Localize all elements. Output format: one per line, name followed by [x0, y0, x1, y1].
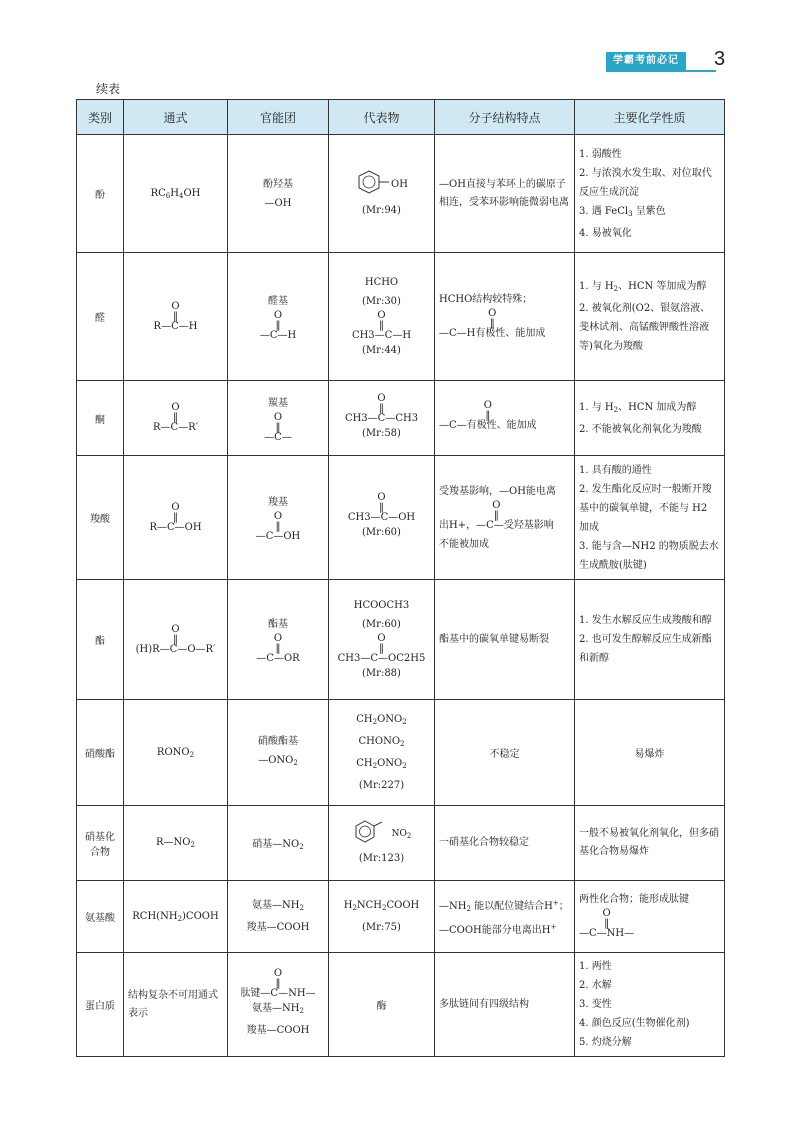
cell-structure: HCHO结构较特殊； O ‖ —C—H有极性、能加成 [435, 253, 575, 381]
cell-properties: 1. 具有酸的通性 2. 发生酯化反应时一般断开羧基中的碳氧单键，不能与 H2 加成 3. 能与含—NH2 的物质脱去水生成酰胺(肽键) [575, 456, 725, 580]
cell-formula: $RCH(NH_2)COOH$ [124, 881, 228, 953]
cell-properties: 易爆炸 [575, 700, 725, 806]
cell-properties: 一般不易被氧化剂氧化，但多硝基化合物易爆炸 [575, 806, 725, 881]
table-row-phenol [77, 135, 725, 253]
cell-category: 蛋白质 [77, 953, 124, 1057]
cell-functional-group: 酚羟基 —OH [228, 135, 329, 253]
cell-functional-group: 硝基$—NO_2$ [228, 806, 329, 881]
cell-formula: $RC_6H_4OH$ [124, 135, 228, 253]
cell-representative: HCHO (Mr:30) O ‖ CH3—C—H (Mr:44) [329, 253, 435, 381]
cell-formula: O ‖ R—C—R′ [124, 381, 228, 456]
cell-structure: 酯基中的碳氧单键易断裂 [435, 580, 575, 700]
cell-category: 羧酸 [77, 456, 124, 580]
header-properties: 主要化学性质 [575, 100, 725, 135]
cell-formula: O ‖ (H)R—C—O—R′ [124, 580, 228, 700]
cell-functional-group: O ‖ 肽键—C—NH— 氨基$—NH_2$ 羧基—COOH [228, 953, 329, 1057]
cell-properties: 1. 与 $H_2$、HCN 等加成为醇 2. 被氧化剂(O2、银氨溶液、斐林试剂、高锰酸钾酸性溶液等)氧化为羧酸 [575, 253, 725, 381]
benzene-ring-icon [355, 168, 391, 201]
cell-properties: 1. 两性 2. 水解 3. 变性 4. 颜色反应(生物催化剂) 5. 灼烧分解 [575, 953, 725, 1057]
cell-category: 酮 [77, 381, 124, 456]
cell-functional-group: 氨基$—NH_2$ 羧基—COOH [228, 881, 329, 953]
cell-properties: 两性化合物；能形成肽键 O ‖ —C—NH— [575, 881, 725, 953]
cell-structure: —OH直接与苯环上的碳原子相连，受苯环影响能微弱电离 [435, 135, 575, 253]
cell-functional-group: 羰基 O ‖ —C— [228, 381, 329, 456]
cell-structure: 一硝基化合物较稳定 [435, 806, 575, 881]
cell-formula: O ‖ R—C—H [124, 253, 228, 381]
cell-category: 醛 [77, 253, 124, 381]
continued-label: 续表 [96, 82, 121, 96]
header-structure: 分子结构特点 [435, 100, 575, 135]
header-representative: 代表物 [329, 100, 435, 135]
cell-representative: OH (Mr:94) [329, 135, 435, 253]
table-row-carboxylic-acid [77, 456, 725, 580]
cell-structure: O ‖ —C—有极性、能加成 [435, 381, 575, 456]
cell-representative: HCOOCH3 (Mr:60) O ‖ CH3—C—OC2H5 (Mr:88) [329, 580, 435, 700]
table-header-row [77, 100, 725, 135]
cell-functional-group: 硝酸酯基 $—ONO_2$ [228, 700, 329, 806]
cell-structure: 不稳定 [435, 700, 575, 806]
header-underline [606, 70, 716, 72]
cell-structure: 受羧基影响，—OH能电离 O ‖ 出H+，—C—受羟基影响 不能被加成 [435, 456, 575, 580]
cell-representative: $CH_2ONO_2$ $CHONO_2$ $CH_2ONO_2$ (Mr:227) [329, 700, 435, 806]
cell-category: 硝酸酯 [77, 700, 124, 806]
table-row-protein [77, 953, 725, 1057]
cell-representative: $NO_2$ (Mr:123) [329, 806, 435, 881]
header-badge: 学霸考前必记 [606, 52, 686, 70]
cell-category: 酚 [77, 135, 124, 253]
cell-representative: O ‖ CH3—C—CH3 (Mr:58) [329, 381, 435, 456]
header-category: 类别 [77, 100, 124, 135]
organic-compounds-table [76, 99, 725, 1057]
table-row-ester [77, 580, 725, 700]
cell-structure: 多肽链间有四级结构 [435, 953, 575, 1057]
cell-properties: 1. 发生水解反应生成羧酸和醇 2. 也可发生醇解反应生成新酯和新醇 [575, 580, 725, 700]
nitrobenzene-ring-icon [352, 818, 392, 849]
cell-formula: 结构复杂不可用通式表示 [124, 953, 228, 1057]
cell-category: 酯 [77, 580, 124, 700]
cell-structure: $—NH_2$ 能以配位键结合H+；—COOH能部分电离出H+ [435, 881, 575, 953]
cell-representative: O ‖ CH3—C—OH (Mr:60) [329, 456, 435, 580]
header-formula: 通式 [124, 100, 228, 135]
cell-category: 硝基化合物 [77, 806, 124, 881]
table-row-nitrate-ester [77, 700, 725, 806]
header-functional-group: 官能团 [228, 100, 329, 135]
table-row-ketone [77, 381, 725, 456]
cell-formula: $R—NO_2$ [124, 806, 228, 881]
table-row-amino-acid [77, 881, 725, 953]
cell-formula: O ‖ R—C—OH [124, 456, 228, 580]
cell-functional-group: 羧基 O ‖ —C—OH [228, 456, 329, 580]
table-row-nitro-compound [77, 806, 725, 881]
cell-representative: 酶 [329, 953, 435, 1057]
cell-category: 氨基酸 [77, 881, 124, 953]
cell-functional-group: 醛基 O ‖ —C—H [228, 253, 329, 381]
table-row-aldehyde [77, 253, 725, 381]
page-number: 3 [714, 48, 726, 70]
cell-functional-group: 酯基 O ‖ —C—OR [228, 580, 329, 700]
cell-formula: $RONO_2$ [124, 700, 228, 806]
cell-properties: 1. 与 $H_2$、HCN 加成为醇 2. 不能被氧化剂氧化为羧酸 [575, 381, 725, 456]
cell-representative: $H_2NCH_2COOH$ (Mr:75) [329, 881, 435, 953]
cell-properties: 1. 弱酸性 2. 与浓溴水发生取、对位取代反应生成沉淀 3. 遇 FeCl$_3$ 呈紫色 4. 易被氧化 [575, 135, 725, 253]
